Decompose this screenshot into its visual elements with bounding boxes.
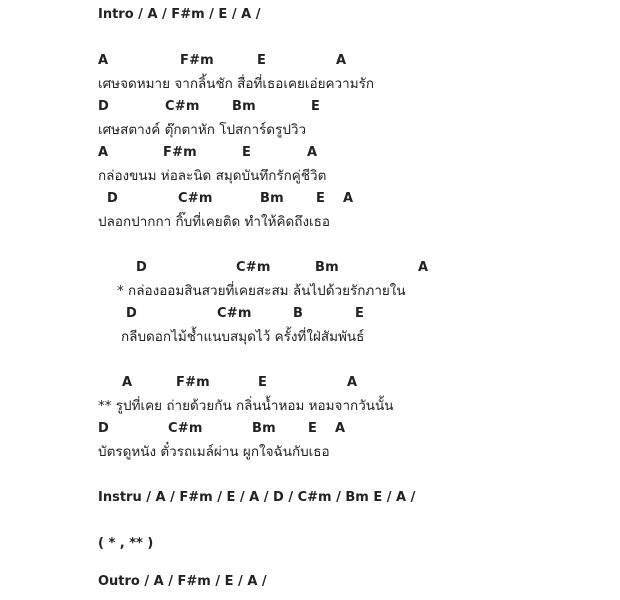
chorus2-line2-lyric: บัตรดูหนัง ตั๋วรถเมล์ผ่าน ผูกใจฉันกับเธอ bbox=[98, 444, 330, 460]
verse1-line1-lyric: เศษจดหมาย จากลิ้นชัก สื่อที่เธอเคยเอ่ยความรัก bbox=[98, 76, 375, 92]
chord: A bbox=[343, 191, 354, 206]
chorus2-line1-lyric: ** รูปที่เคย ถ่ายด้วยกัน กลิ่นน้ำหอม หอมจากวันนั้น bbox=[98, 398, 394, 414]
chord: A bbox=[122, 375, 133, 390]
chord: D bbox=[98, 421, 109, 436]
chord: A bbox=[307, 145, 318, 160]
chord: B bbox=[293, 306, 304, 321]
chord: C#m bbox=[236, 260, 271, 275]
outro-line: Outro / A / F#m / E / A / bbox=[98, 574, 267, 589]
chord: Bm bbox=[260, 191, 284, 206]
chord: D bbox=[107, 191, 118, 206]
intro-line: Intro / A / F#m / E / A / bbox=[98, 7, 261, 22]
chord: E bbox=[258, 375, 268, 390]
chord: Bm bbox=[315, 260, 339, 275]
instru-line: Instru / A / F#m / E / A / D / C#m / Bm E / A / bbox=[98, 490, 416, 505]
chord: E bbox=[316, 191, 326, 206]
chord: C#m bbox=[178, 191, 213, 206]
chord: E bbox=[242, 145, 252, 160]
chord: F#m bbox=[180, 53, 214, 68]
verse1-line2-lyric: เศษสตางค์ ตุ๊กตาหัก โปสการ์ดรูปวิว bbox=[98, 122, 307, 138]
chord: E bbox=[311, 99, 321, 114]
chord: Bm bbox=[252, 421, 276, 436]
repeat-marker: ( * , ** ) bbox=[98, 536, 154, 551]
chord: E bbox=[257, 53, 267, 68]
chord: D bbox=[136, 260, 147, 275]
chord: D bbox=[126, 306, 137, 321]
chord: E bbox=[308, 421, 318, 436]
chorus1-line1-lyric: * กล่องออมสินสวยที่เคยสะสม ล้นไปด้วยรักภายใน bbox=[117, 283, 406, 299]
chord: C#m bbox=[217, 306, 252, 321]
chorus1-line2-lyric: กลีบดอกไม้ช้ำแนบสมุดไว้ ครั้งที่ใฝ่สัมพันธ์ bbox=[121, 329, 365, 345]
chord: C#m bbox=[165, 99, 200, 114]
chord: F#m bbox=[163, 145, 197, 160]
chord: E bbox=[355, 306, 365, 321]
chord: Bm bbox=[232, 99, 256, 114]
verse1-line4-lyric: ปลอกปากกา กิ๊บที่เคยติด ทำให้คิดถึงเธอ bbox=[98, 214, 331, 230]
chord: A bbox=[347, 375, 358, 390]
chord: C#m bbox=[168, 421, 203, 436]
chord: F#m bbox=[176, 375, 210, 390]
chord: A bbox=[418, 260, 429, 275]
chord: A bbox=[335, 421, 346, 436]
chord: A bbox=[336, 53, 347, 68]
chord: A bbox=[98, 53, 109, 68]
chord: D bbox=[98, 99, 109, 114]
chord: A bbox=[98, 145, 109, 160]
verse1-line3-lyric: กล่องขนม ห่อละนิด สมุดบันทึกรักคู่ชีวิต bbox=[98, 168, 327, 184]
